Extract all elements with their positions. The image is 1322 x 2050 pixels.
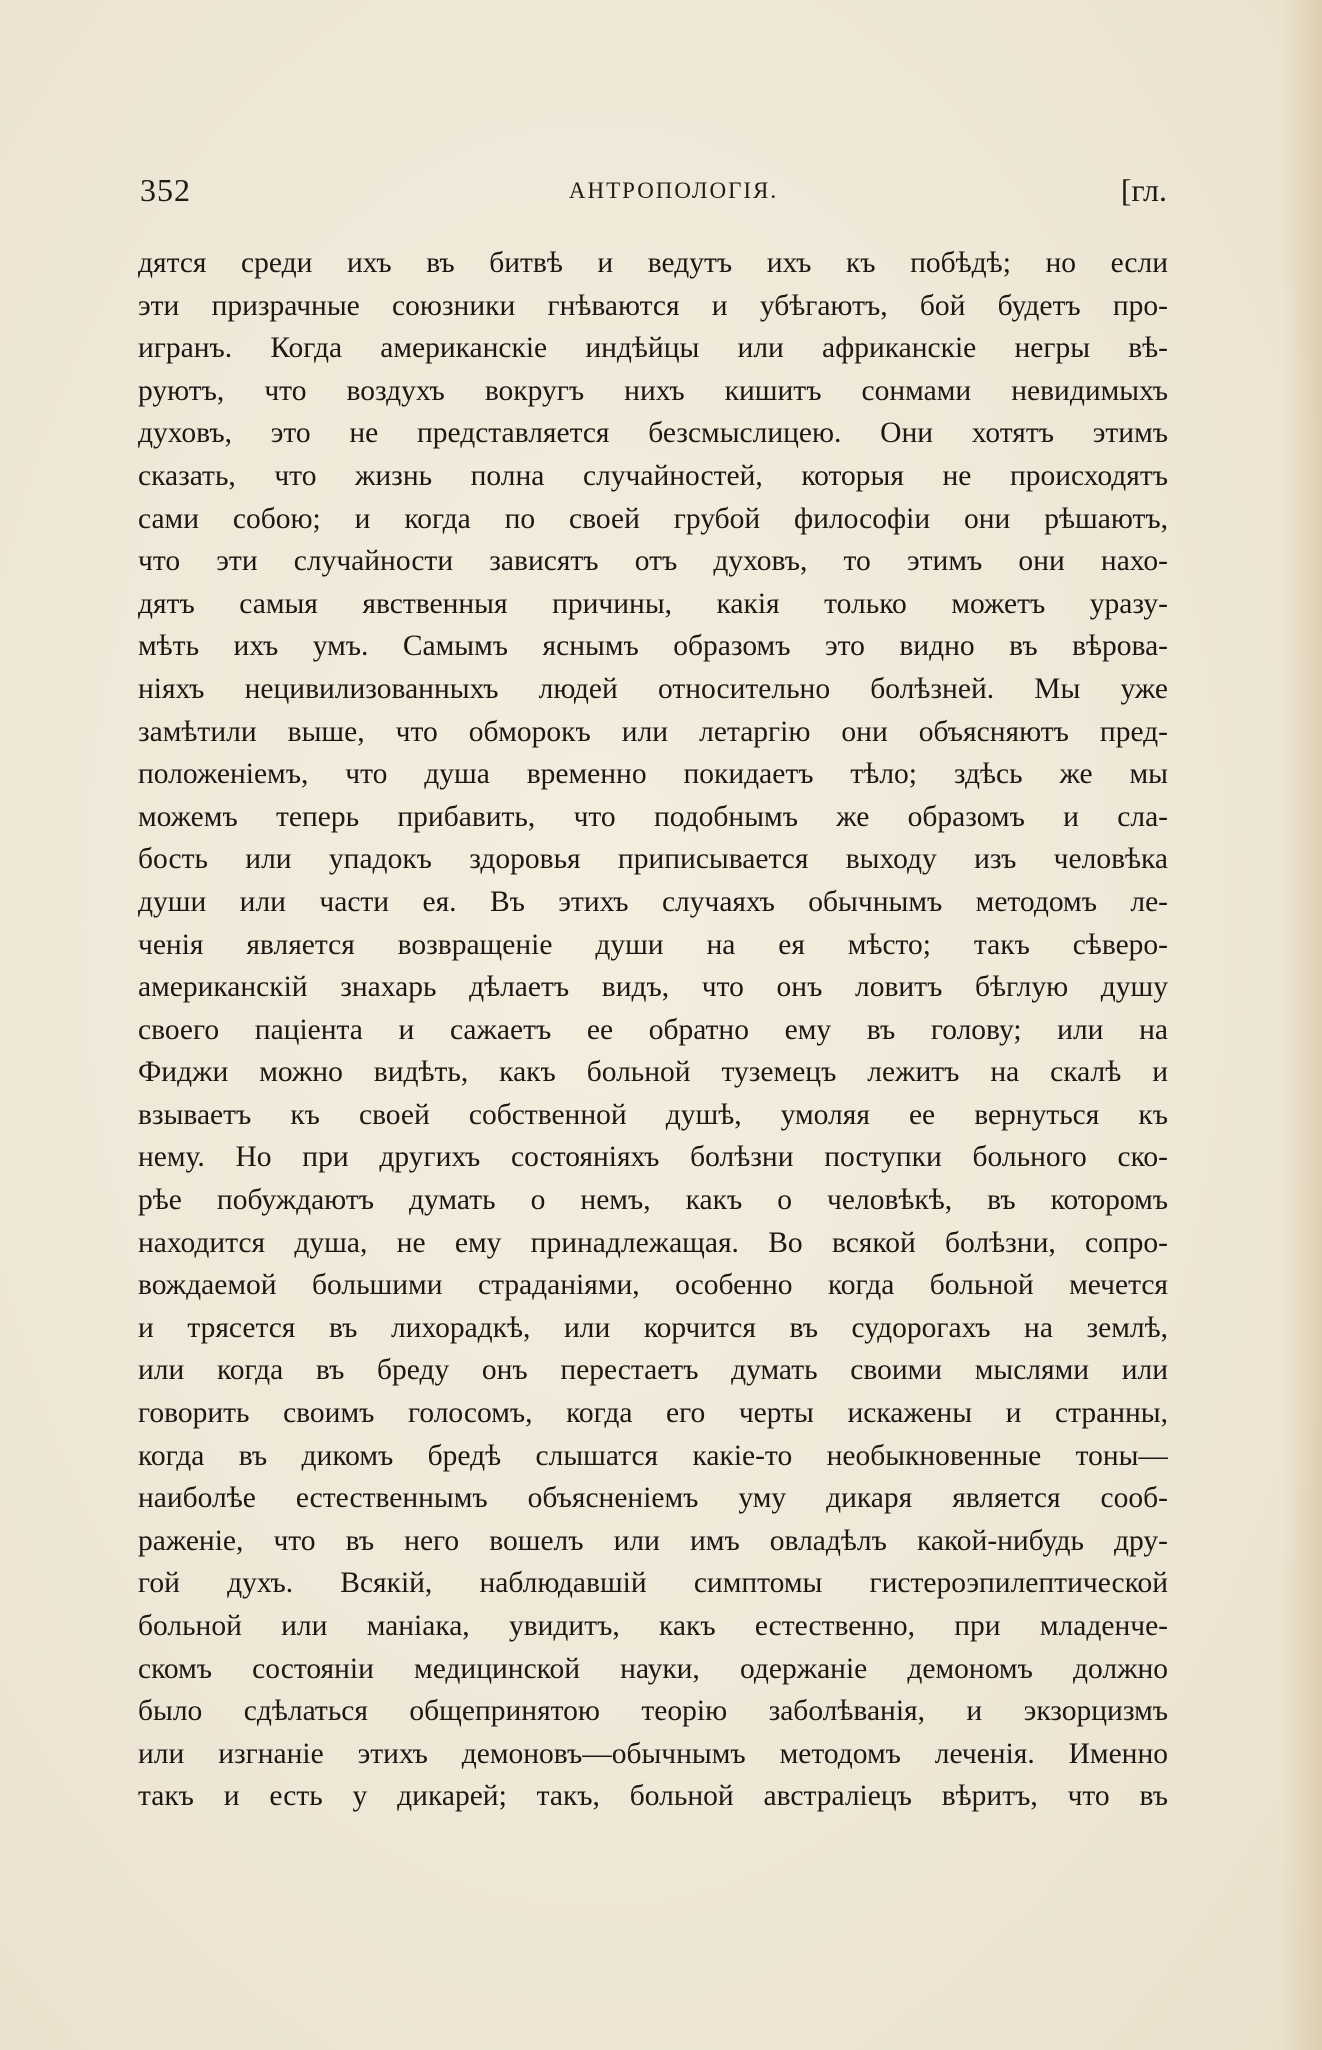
text-line: души или части ея. Въ этихъ случаяхъ обычнымъ методомъ ле- <box>138 885 1168 918</box>
text-line: наиболѣе естественнымъ объясненіемъ уму дикаря является сооб- <box>138 1482 1168 1515</box>
text-line: дятъ самыя явственныя причины, какія только можетъ уразу- <box>138 587 1168 620</box>
text-line: дятся среди ихъ въ битвѣ и ведутъ ихъ къ побѣдѣ; но если <box>138 247 1168 279</box>
text-line: было сдѣлаться общепринятою теорію заболѣванія, и экзорцизмъ <box>138 1695 1168 1728</box>
text-line: сами собою; и когда по своей грубой философіи они рѣшаютъ, <box>138 502 1168 535</box>
chapter-reference: [гл. <box>1120 172 1167 208</box>
text-line: Фиджи можно видѣть, какъ больной туземецъ лежитъ на скалѣ и <box>138 1056 1168 1089</box>
text-line: замѣтили выше, что обморокъ или летаргію они объясняютъ пред- <box>138 715 1168 748</box>
text-line: игранъ. Когда американскіе индѣйцы или африканскіе негры вѣ- <box>138 332 1168 365</box>
text-line: и трясется въ лихорадкѣ, или корчится въ судорогахъ на землѣ, <box>138 1311 1168 1344</box>
text-line: находится душа, не ему принадлежащая. Во всякой болѣзни, сопро- <box>138 1226 1168 1259</box>
text-line: нему. Но при другихъ состояніяхъ болѣзни поступки больного ско- <box>138 1141 1168 1174</box>
text-line: рѣе побуждаютъ думать о немъ, какъ о человѣкѣ, въ которомъ <box>138 1184 1168 1217</box>
text-line: положеніемъ, что душа временно покидаетъ тѣло; здѣсь же мы <box>138 758 1168 791</box>
text-line: мѣть ихъ умъ. Самымъ яснымъ образомъ это видно въ вѣрова- <box>138 630 1168 663</box>
text-line: говорить своимъ голосомъ, когда его черты искажены и странны, <box>138 1397 1168 1430</box>
page-edge-shadow <box>1282 0 1322 2050</box>
page-number: 352 <box>140 172 191 208</box>
text-line: ніяхъ нецивилизованныхъ людей относительно болѣзней. Мы уже <box>138 672 1168 705</box>
text-line: гой духъ. Всякій, наблюдавшій симптомы гистероэпилептической <box>138 1567 1168 1600</box>
text-line: такъ и есть у дикарей; такъ, больной австраліецъ вѣритъ, что въ <box>138 1780 1168 1813</box>
text-line: духовъ, это не представляется безсмыслицею. Они хотятъ этимъ <box>138 417 1168 450</box>
text-line: что эти случайности зависятъ отъ духовъ, то этимъ они нахо- <box>138 545 1168 578</box>
text-line: бость или упадокъ здоровья приписывается выходу изъ человѣка <box>138 843 1168 876</box>
text-line: скомъ состояніи медицинской науки, одержаніе демономъ должно <box>138 1652 1168 1685</box>
text-line: можемъ теперь прибавить, что подобнымъ же образомъ и сла- <box>138 800 1168 833</box>
text-line: своего паціента и сажаетъ ее обратно ему въ голову; или на <box>138 1013 1168 1046</box>
running-title: АНТРОПОЛОГІЯ. <box>568 178 779 203</box>
text-line: или изгнаніе этихъ демоновъ—обычнымъ методомъ леченія. Именно <box>138 1737 1168 1770</box>
text-line: когда въ дикомъ бредѣ слышатся какіе-то необыкновенные тоны— <box>138 1439 1168 1472</box>
text-line: или когда въ бреду онъ перестаетъ думать своими мыслями или <box>138 1354 1168 1387</box>
text-line: ченія является возвращеніе души на ея мѣсто; такъ сѣверо- <box>138 928 1168 961</box>
text-line: раженіе, что въ него вошелъ или имъ овладѣлъ какой-нибудь дру- <box>138 1524 1168 1557</box>
text-line: взываетъ къ своей собственной душѣ, умоляя ее вернуться къ <box>138 1098 1168 1131</box>
text-line: больной или маніака, увидитъ, какъ естественно, при младенче- <box>138 1610 1168 1642</box>
text-line: американскій знахарь дѣлаетъ видъ, что онъ ловитъ бѣглую душу <box>138 971 1168 1004</box>
body-text <box>138 242 1168 1818</box>
text-line: сказать, что жизнь полна случайностей, которыя не происходятъ <box>138 459 1168 492</box>
text-line: вождаемой большими страданіями, особенно когда больной мечется <box>138 1269 1168 1302</box>
page-header <box>140 172 1167 216</box>
text-line: эти призрачные союзники гнѣваются и убѣгаютъ, бой будетъ про- <box>138 289 1168 322</box>
text-line: руютъ, что воздухъ вокругъ нихъ кишитъ сонмами невидимыхъ <box>138 374 1168 407</box>
